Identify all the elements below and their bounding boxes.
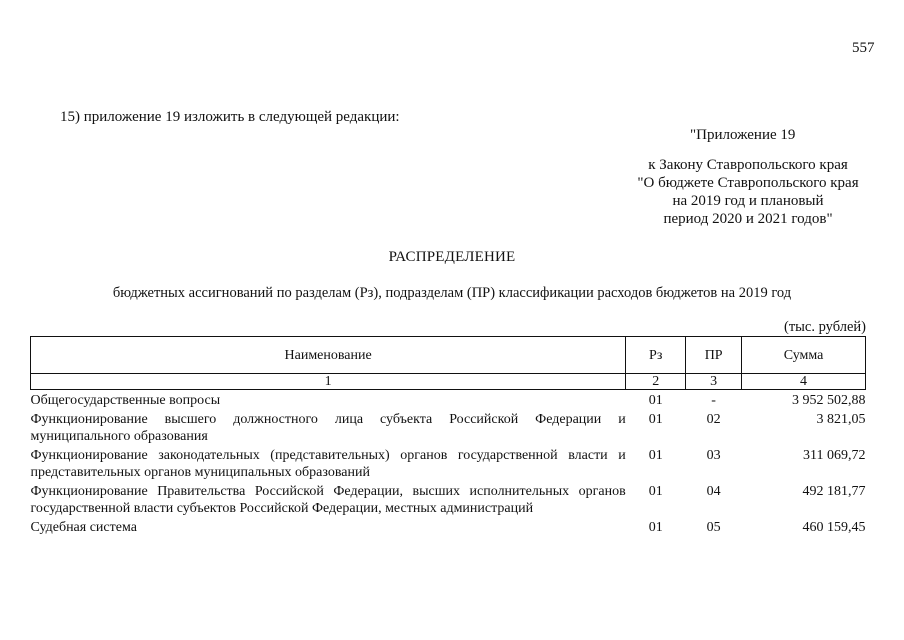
row-name: Судебная система [30,520,137,535]
appendix-line: к Закону Ставропольского края [648,157,848,173]
row-sum: 3 952 502,88 [792,393,866,408]
row-name: Функционирование Правительства Российской Федерации, высших исполнительных органов государственной власти субъектов Российской Федерации, местных администраций [30,484,626,516]
row-name: Функционирование высшего должностного лица субъекта Российской Федерации и муниципального образования [30,412,626,444]
appendix-title: "Приложение 19 [690,127,796,143]
page-number: 557 [852,40,875,56]
column-number: 1 [31,374,626,390]
row-rz: 01 [648,393,663,408]
table-row [31,481,866,517]
header-name: Наименование [31,337,626,374]
column-number-row [31,374,866,390]
appendix-line: на 2019 год и плановый [672,193,824,209]
row-name: Функционирование законодательных (представительных) органов государственной власти и представительных органов муниципальных образований [30,448,626,480]
document-subtitle: бюджетных ассигнований по разделам (Рз), подразделам (ПР) классификации расходов бюджетов на 2019 год [112,285,792,301]
row-sum: 460 159,45 [802,520,866,535]
column-number: 4 [742,374,866,390]
column-number: 2 [626,374,686,390]
amendment-instruction: 15) приложение 19 изложить в следующей редакции: [60,109,400,125]
header-sum: Сумма [742,337,866,374]
row-sum: 3 821,05 [816,412,866,427]
row-pr: 03 [706,448,721,463]
column-number: 3 [686,374,742,390]
budget-table [30,336,866,536]
row-rz: 01 [648,520,663,535]
appendix-line: "О бюджете Ставропольского края [637,175,859,191]
header-rz: Рз [626,337,686,374]
table-header-row [31,337,866,374]
row-pr: 04 [706,484,721,499]
header-pr: ПР [686,337,742,374]
row-sum: 492 181,77 [802,484,866,499]
row-rz: 01 [648,484,663,499]
row-rz: 01 [648,448,663,463]
appendix-reference [628,156,868,228]
row-rz: 01 [648,412,663,427]
row-sum: 311 069,72 [803,448,866,463]
table-row [31,409,866,445]
table-row [31,445,866,481]
appendix-line: период 2020 и 2021 годов" [663,211,833,227]
row-name: Общегосударственные вопросы [30,393,221,408]
row-pr: - [711,393,716,408]
document-title: РАСПРЕДЕЛЕНИЕ [388,249,516,265]
units-label: (тыс. рублей) [784,319,866,335]
table-row [31,517,866,536]
row-pr: 05 [706,520,721,535]
row-pr: 02 [706,412,721,427]
table-row [31,390,866,410]
